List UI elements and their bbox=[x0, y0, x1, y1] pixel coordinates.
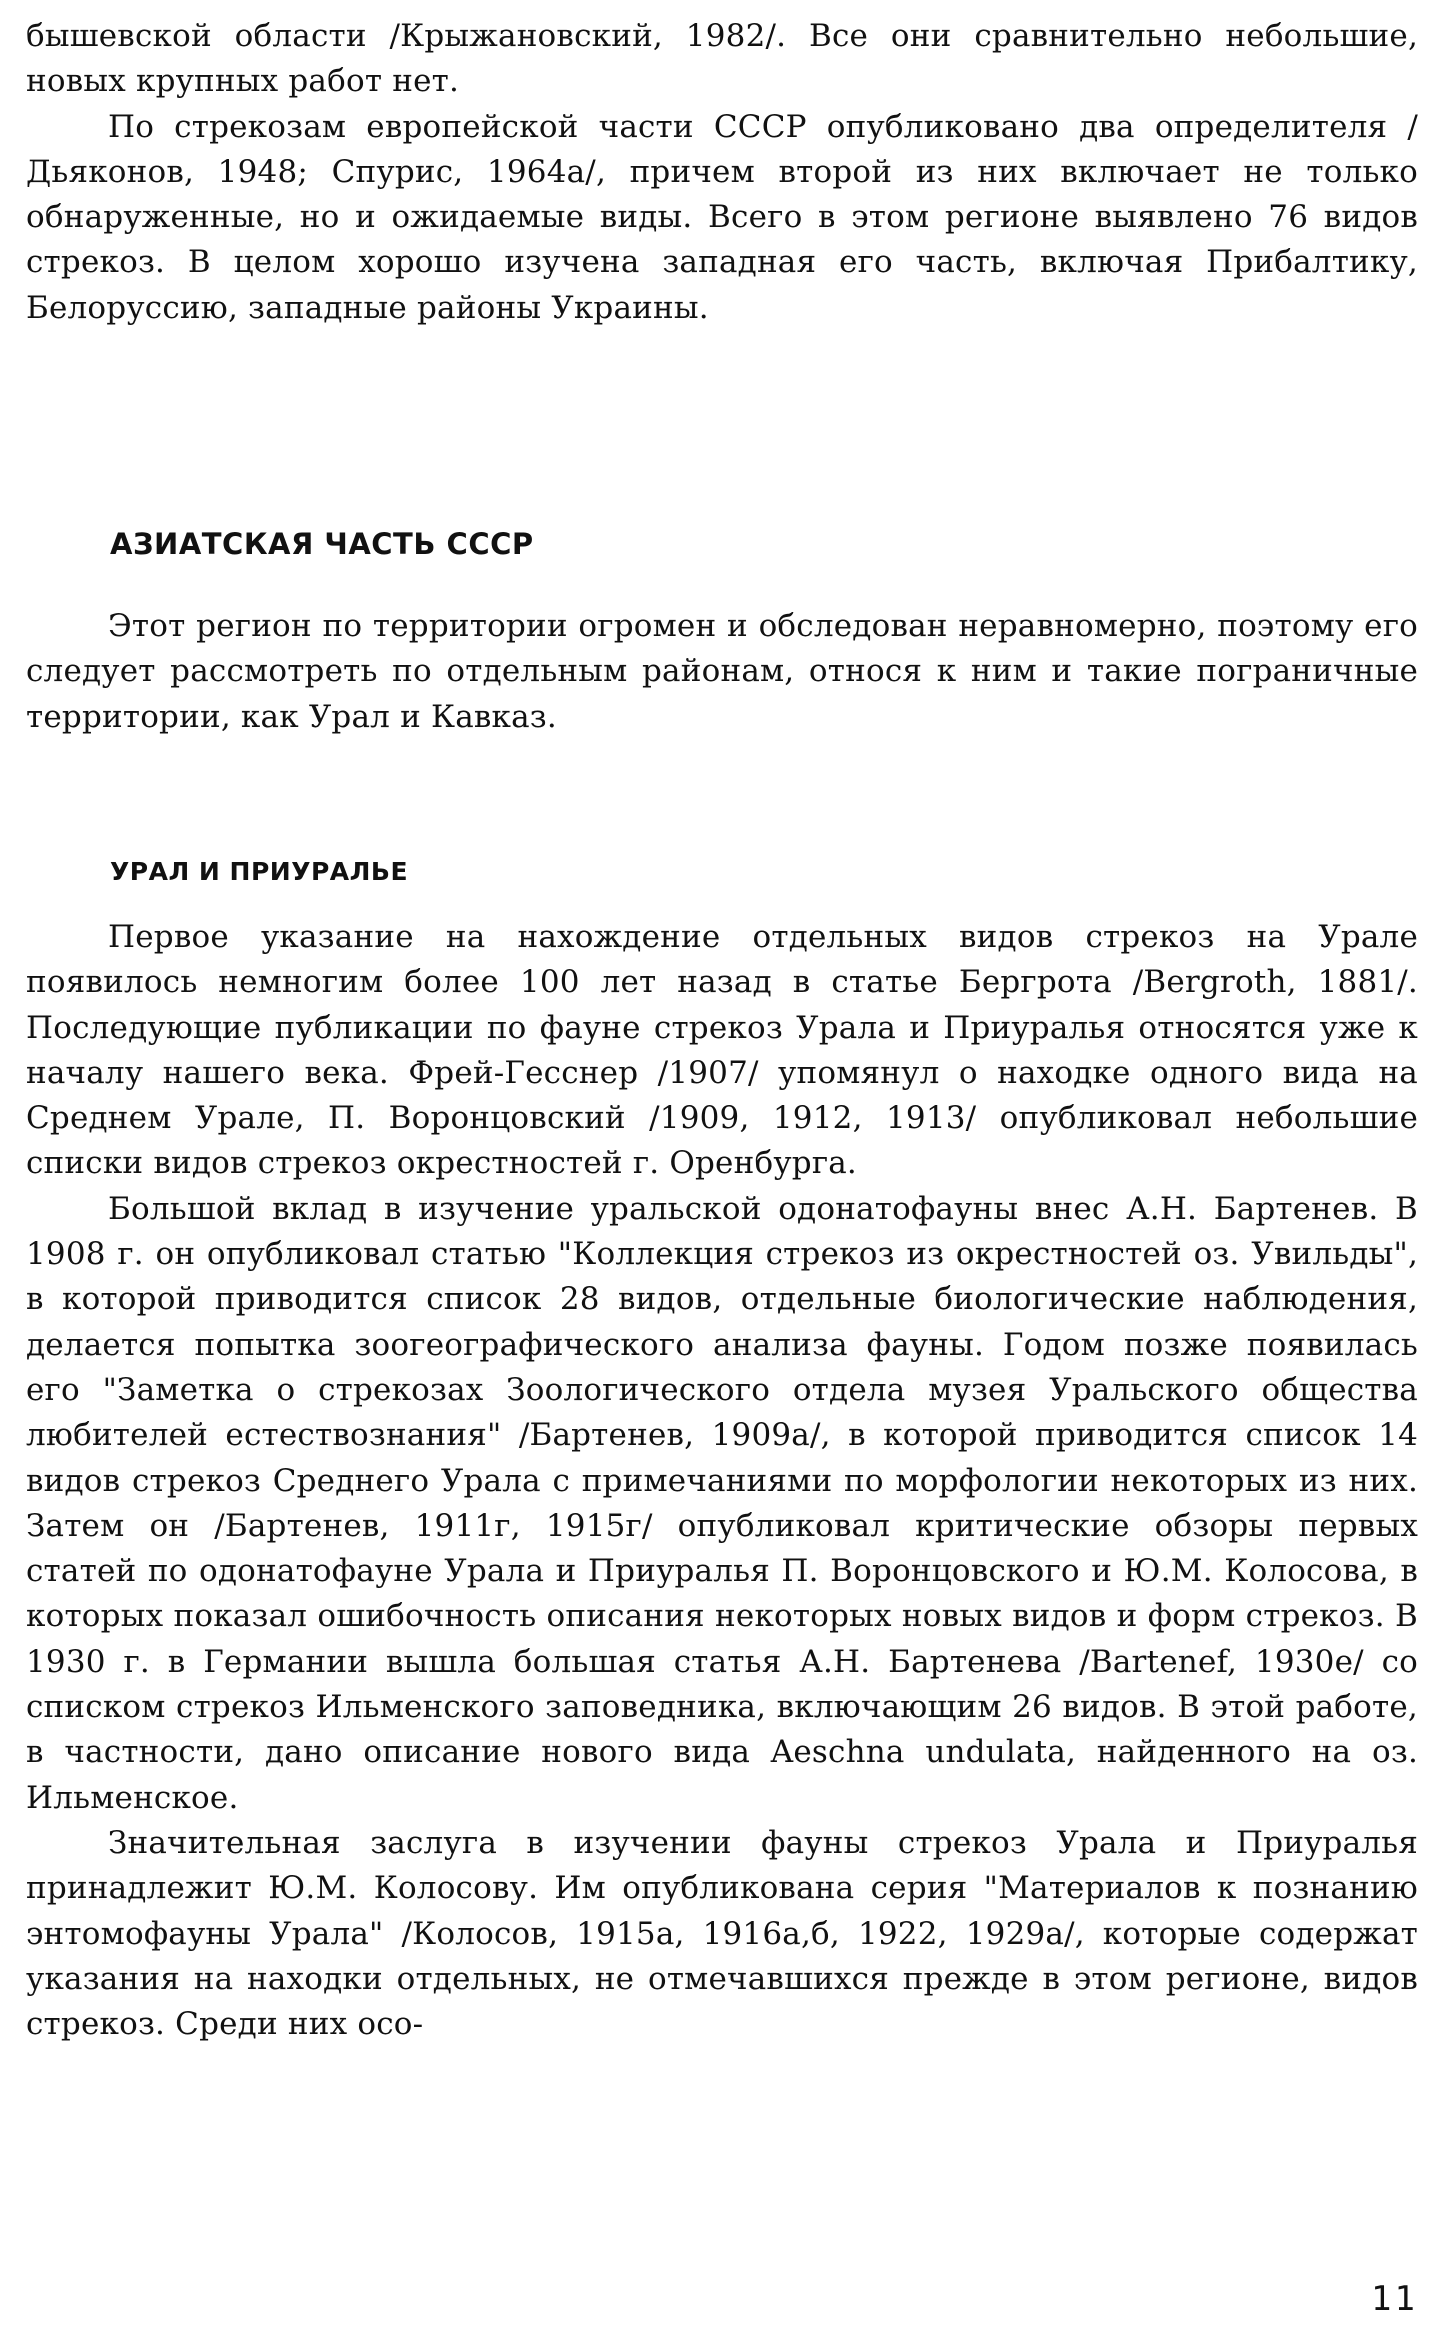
section-heading-ural: УРАЛ И ПРИУРАЛЬЕ bbox=[110, 857, 409, 886]
ural-paragraph-1: Первое указание на нахождение отдельных видов стрекоз на Урале появилось немногим более 100 лет назад в статье Бергрота /Bergroth, 1881/. Последующие публикации по фауне стрекоз Урала и Приуралья относятся уже к началу нашего века. Фрей-Гесснер /1907/ упомянул о находке одного вида на Среднем Урале, П. Воронцовский /1909, 1912, 1913/ опубликовал небольшие списки видов стрекоз окрестностей г. Оренбурга. bbox=[26, 919, 1418, 1182]
intro-block bbox=[26, 14, 1418, 331]
ural-paragraph-3: Значительная заслуга в изучении фауны стрекоз Урала и Приуралья принадлежит Ю.М. Колосову. Им опубликована серия "Материалов к познанию энтомофауны Урала" /Колосов, 1915а, 1916а,б, 1922, 1929а/, которые содержат указания на находки отдельных, не отмечавшихся прежде в этом регионе, видов стрекоз. Среди них осо- bbox=[26, 1824, 1418, 2043]
asia-paragraph-1: Этот регион по территории огромен и обследован неравномерно, поэтому его следует рассмотреть по отдельным районам, относя к ним и такие пограничные территории, как Урал и Кавказ. bbox=[26, 608, 1418, 735]
intro-paragraph-1: бышевской области /Крыжановский, 1982/. Все они сравнительно небольшие, новых крупных работ нет. bbox=[26, 18, 1418, 100]
intro-paragraph-2: По стрекозам европейской части СССР опубликовано два определителя /Дьяконов, 1948; Спурис, 1964а/, причем второй из них включает не только обнаруженные, но и ожидаемые виды. Всего в этом регионе выявлено 76 видов стрекоз. В целом хорошо изучена западная его часть, включая Прибалтику, Белоруссию, западные районы Украины. bbox=[26, 108, 1418, 326]
asia-block bbox=[26, 604, 1418, 740]
section-heading-asia: АЗИАТСКАЯ ЧАСТЬ СССР bbox=[110, 527, 534, 561]
page-number: 11 bbox=[1371, 2279, 1418, 2319]
ural-paragraph-2: Большой вклад в изучение уральской одонатофауны внес А.Н. Бартенев. В 1908 г. он опубликовал статью "Коллекция стрекоз из окрестностей оз. Увильды", в которой приводится список 28 видов, отдельные биологические наблюдения, делается попытка зоогеографического анализа фауны. Годом позже появилась его "Заметка о стрекозах Зоологического отдела музея Уральского общества любителей естествознания" /Бартенев, 1909а/, в которой приводится список 14 видов стрекоз Среднего Урала с примечаниями по морфологии некоторых из них. Затем он /Бартенев, 1911г, 1915г/ опубликовал критические обзоры первых статей по одонатофауне Урала и Приуралья П. Воронцовского и Ю.М. Колосова, в которых показал ошибочность описания некоторых новых видов и форм стрекоз. В 1930 г. в Германии вышла большая статья А.Н. Бартенева /Bartenef, 1930е/ со списком стрекоз Ильменского заповедника, включающим 26 видов. В этой работе, в частности, дано описание нового вида Aeschna undulata, найденного на оз. Ильменское. bbox=[26, 1190, 1418, 1816]
ural-block bbox=[26, 915, 1418, 2047]
